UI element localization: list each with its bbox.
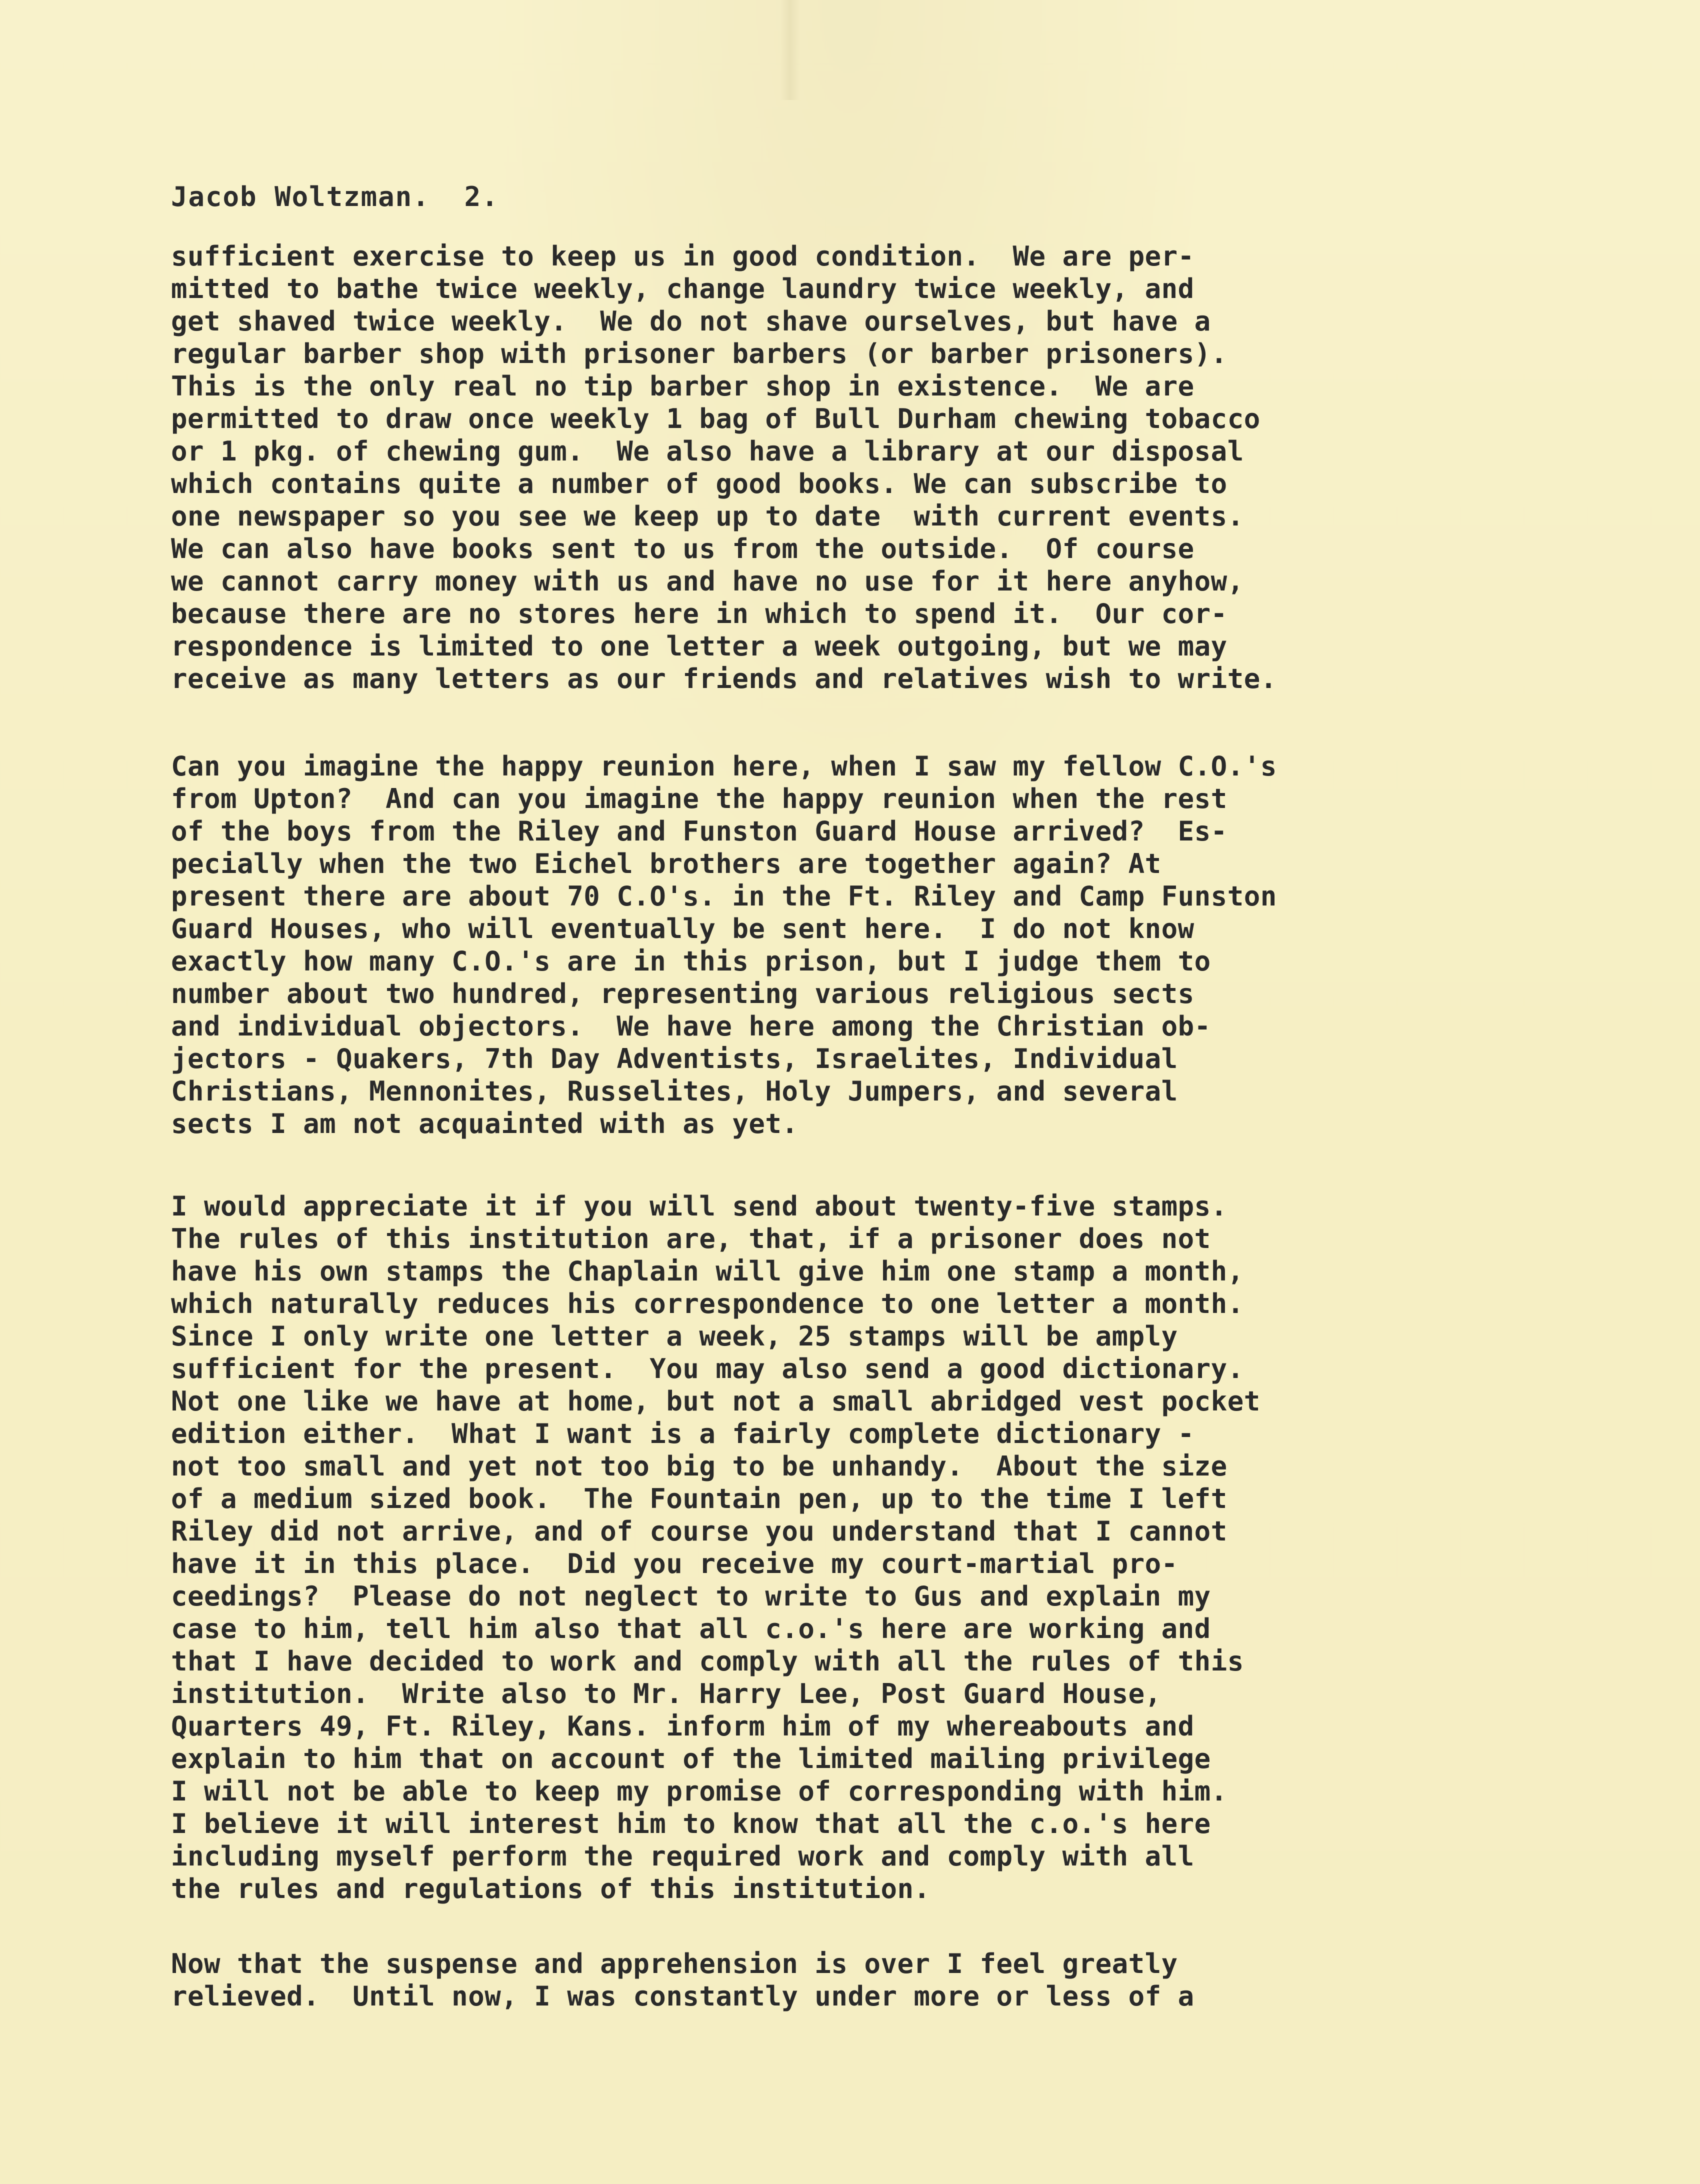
- text-line: which naturally reduces his correspondence to one letter a month.: [171, 1288, 1244, 1320]
- text-line: jectors - Quakers, 7th Day Adventists, Israelites, Individual: [171, 1043, 1178, 1074]
- text-line: pecially when the two Eichel brothers are together again? At: [171, 848, 1162, 880]
- text-line: I believe it will interest him to know that all the c.o.'s here: [171, 1808, 1211, 1840]
- text-line: explain to him that on account of the limited mailing privilege: [171, 1743, 1211, 1774]
- text-line: and individual objectors. We have here among the Christian ob-: [171, 1010, 1211, 1042]
- text-line: I would appreciate it if you will send about twenty-five stamps.: [171, 1190, 1228, 1222]
- text-line: not too small and yet not too big to be unhandy. About the size: [171, 1450, 1228, 1482]
- text-line: because there are no stores here in which to spend it. Our cor-: [171, 598, 1228, 630]
- text-line: Christians, Mennonites, Russelites, Holy Jumpers, and several: [171, 1076, 1178, 1107]
- text-line: of the boys from the Riley and Funston Guard House arrived? Es-: [171, 816, 1228, 847]
- text-line: present there are about 70 C.O's. in the Ft. Riley and Camp Funston: [171, 880, 1277, 912]
- text-line: sufficient exercise to keep us in good condition. We are per-: [171, 240, 1194, 272]
- text-line: Can you imagine the happy reunion here, when I saw my fellow C.O.'s: [171, 750, 1277, 782]
- text-line: one newspaper so you see we keep up to date with current events.: [171, 500, 1244, 532]
- text-line: regular barber shop with prisoner barbers (or barber prisoners).: [171, 338, 1228, 370]
- text-line: that I have decided to work and comply with all the rules of this: [171, 1646, 1244, 1677]
- text-line: Guard Houses, who will eventually be sent here. I do not know: [171, 913, 1194, 944]
- text-line: respondence is limited to one letter a week outgoing, but we may: [171, 630, 1228, 662]
- text-line: get shaved twice weekly. We do not shave ourselves, but have a: [171, 306, 1211, 337]
- text-line: institution. Write also to Mr. Harry Lee, Post Guard House,: [171, 1678, 1162, 1710]
- text-line: of a medium sized book. The Fountain pen, up to the time I left: [171, 1483, 1228, 1514]
- text-line: receive as many letters as our friends and relatives wish to write.: [171, 663, 1277, 694]
- paragraph-3: [171, 1190, 1260, 1905]
- text-line: mitted to bathe twice weekly, change laundry twice weekly, and: [171, 273, 1194, 304]
- text-line: number about two hundred, representing various religious sects: [171, 978, 1194, 1010]
- text-line: have his own stamps the Chaplain will give him one stamp a month,: [171, 1256, 1244, 1287]
- text-line: from Upton? And can you imagine the happy reunion when the rest: [171, 783, 1228, 814]
- text-line: Not one like we have at home, but not a small abridged vest pocket: [171, 1386, 1260, 1417]
- text-line: exactly how many C.O.'s are in this prison, but I judge them to: [171, 946, 1211, 977]
- paragraph-2: [171, 750, 1277, 1140]
- text-line: The rules of this institution are, that, if a prisoner does not: [171, 1223, 1211, 1254]
- text-line: case to him, tell him also that all c.o.'s here are working and: [171, 1613, 1211, 1644]
- text-line: Quarters 49, Ft. Riley, Kans. inform him of my whereabouts and: [171, 1710, 1194, 1742]
- text-line: ceedings? Please do not neglect to write to Gus and explain my: [171, 1580, 1211, 1612]
- text-line: have it in this place. Did you receive my court-martial pro-: [171, 1548, 1178, 1580]
- text-line: relieved. Until now, I was constantly under more or less of a: [171, 1980, 1194, 2012]
- text-line: including myself perform the required work and comply with all: [171, 1840, 1194, 1872]
- text-line: This is the only real no tip barber shop in existence. We are: [171, 370, 1194, 402]
- text-line: permitted to draw once weekly 1 bag of Bull Durham chewing tobacco: [171, 403, 1260, 434]
- text-line: Now that the suspense and apprehension is over I feel greatly: [171, 1948, 1178, 1980]
- text-line: Riley did not arrive, and of course you understand that I cannot: [171, 1516, 1228, 1547]
- text-line: the rules and regulations of this institution.: [171, 1873, 930, 1904]
- text-line: Since I only write one letter a week, 25 stamps will be amply: [171, 1320, 1178, 1352]
- text-line: which contains quite a number of good books. We can subscribe to: [171, 468, 1228, 500]
- text-line: edition either. What I want is a fairly complete dictionary -: [171, 1418, 1194, 1450]
- paragraph-1: [171, 240, 1277, 695]
- text-line: sufficient for the present. You may also send a good dictionary.: [171, 1353, 1244, 1384]
- text-line: We can also have books sent to us from the outside. Of course: [171, 533, 1194, 564]
- text-line: I will not be able to keep my promise of corresponding with him.: [171, 1776, 1228, 1807]
- paragraph-4: [171, 1948, 1194, 2012]
- text-line: sects I am not acquainted with as yet.: [171, 1108, 798, 1140]
- page-header: Jacob Woltzman. 2.: [171, 181, 499, 212]
- paper-fold-shadow: [780, 0, 800, 100]
- text-line: or 1 pkg. of chewing gum. We also have a library at our disposal: [171, 436, 1244, 467]
- text-line: we cannot carry money with us and have no use for it here anyhow,: [171, 566, 1244, 597]
